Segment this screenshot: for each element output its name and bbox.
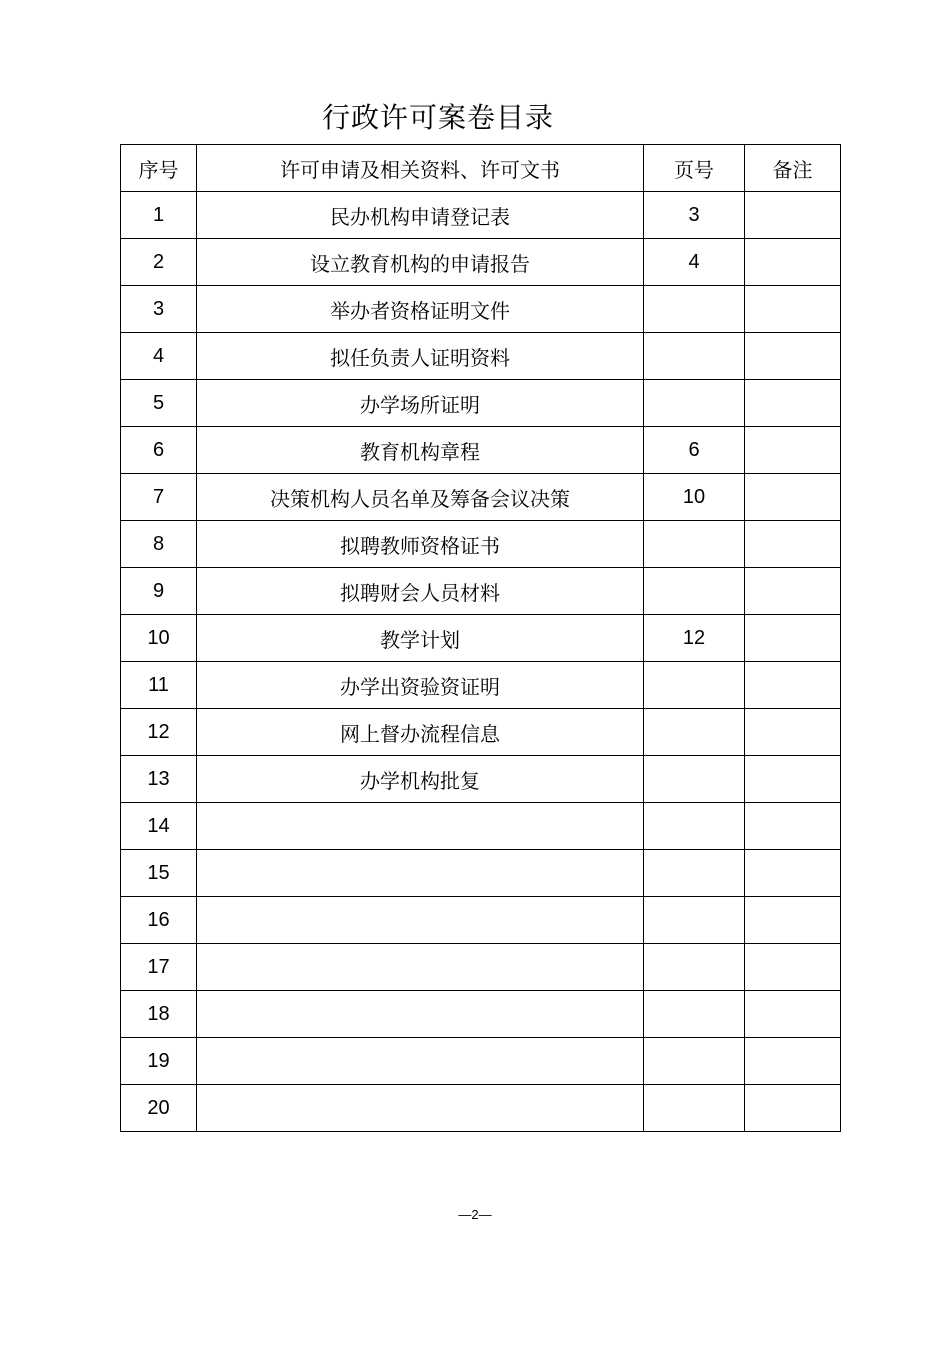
cell-item: 决策机构人员名单及筹备会议决策 <box>197 474 644 521</box>
cell-item: 网上督办流程信息 <box>197 709 644 756</box>
cell-page-number: 12 <box>644 615 745 662</box>
table-row <box>121 991 841 1038</box>
cell-page-number <box>644 1085 745 1132</box>
table-row <box>121 427 841 474</box>
cell-item: 教学计划 <box>197 615 644 662</box>
header-item: 许可申请及相关资料、许可文书 <box>197 145 644 192</box>
table-row <box>121 709 841 756</box>
table-row <box>121 192 841 239</box>
cell-remark <box>745 286 841 333</box>
table-row <box>121 474 841 521</box>
table-row <box>121 333 841 380</box>
cell-remark <box>745 850 841 897</box>
cell-serial-number: 1 <box>121 192 197 239</box>
cell-remark <box>745 709 841 756</box>
cell-remark <box>745 1085 841 1132</box>
cell-serial-number: 4 <box>121 333 197 380</box>
cell-item <box>197 1085 644 1132</box>
table-row <box>121 521 841 568</box>
page-title: 行政许可案卷目录 <box>321 101 554 134</box>
cell-item: 拟聘财会人员材料 <box>197 568 644 615</box>
cell-remark <box>745 897 841 944</box>
cell-page-number <box>644 709 745 756</box>
table-row <box>121 850 841 897</box>
cell-serial-number: 6 <box>121 427 197 474</box>
cell-page-number <box>644 286 745 333</box>
cell-item: 设立教育机构的申请报告 <box>197 239 644 286</box>
table-row <box>121 662 841 709</box>
cell-item: 教育机构章程 <box>197 427 644 474</box>
header-remark: 备注 <box>745 145 841 192</box>
cell-remark <box>745 615 841 662</box>
cell-item: 民办机构申请登记表 <box>197 192 644 239</box>
table-row <box>121 615 841 662</box>
cell-page-number <box>644 662 745 709</box>
cell-item <box>197 803 644 850</box>
cell-page-number <box>644 850 745 897</box>
cell-remark <box>745 427 841 474</box>
cell-serial-number: 20 <box>121 1085 197 1132</box>
table-row <box>121 239 841 286</box>
cell-page-number <box>644 333 745 380</box>
table-row <box>121 1038 841 1085</box>
table-row <box>121 897 841 944</box>
cell-item <box>197 850 644 897</box>
cell-item <box>197 944 644 991</box>
table-row <box>121 756 841 803</box>
cell-remark <box>745 944 841 991</box>
cell-page-number: 4 <box>644 239 745 286</box>
cell-page-number <box>644 521 745 568</box>
cell-remark <box>745 380 841 427</box>
cell-remark <box>745 803 841 850</box>
cell-serial-number: 16 <box>121 897 197 944</box>
cell-remark <box>745 521 841 568</box>
cell-serial-number: 18 <box>121 991 197 1038</box>
cell-page-number: 10 <box>644 474 745 521</box>
table-row <box>121 286 841 333</box>
cell-remark <box>745 568 841 615</box>
cell-item <box>197 991 644 1038</box>
cell-page-number <box>644 756 745 803</box>
cell-serial-number: 12 <box>121 709 197 756</box>
cell-remark <box>745 991 841 1038</box>
catalog-body <box>121 192 841 1132</box>
table-header-row <box>121 145 841 192</box>
cell-remark <box>745 1038 841 1085</box>
cell-remark <box>745 474 841 521</box>
cell-item: 办学场所证明 <box>197 380 644 427</box>
cell-remark <box>745 662 841 709</box>
cell-serial-number: 9 <box>121 568 197 615</box>
cell-item: 拟聘教师资格证书 <box>197 521 644 568</box>
cell-page-number <box>644 380 745 427</box>
cell-remark <box>745 239 841 286</box>
cell-serial-number: 3 <box>121 286 197 333</box>
cell-page-number: 6 <box>644 427 745 474</box>
cell-serial-number: 5 <box>121 380 197 427</box>
cell-serial-number: 7 <box>121 474 197 521</box>
cell-remark <box>745 192 841 239</box>
cell-page-number <box>644 897 745 944</box>
table-row <box>121 944 841 991</box>
cell-remark <box>745 756 841 803</box>
cell-page-number: 3 <box>644 192 745 239</box>
table-row <box>121 803 841 850</box>
cell-serial-number: 19 <box>121 1038 197 1085</box>
cell-serial-number: 2 <box>121 239 197 286</box>
table-row <box>121 1085 841 1132</box>
cell-serial-number: 14 <box>121 803 197 850</box>
cell-page-number <box>644 568 745 615</box>
table-row <box>121 380 841 427</box>
cell-serial-number: 11 <box>121 662 197 709</box>
cell-item: 举办者资格证明文件 <box>197 286 644 333</box>
cell-page-number <box>644 803 745 850</box>
catalog-table <box>120 144 841 1132</box>
page-number-footer: —2— <box>458 1207 492 1222</box>
cell-remark <box>745 333 841 380</box>
header-serial-number: 序号 <box>121 145 197 192</box>
header-page-number: 页号 <box>644 145 745 192</box>
cell-page-number <box>644 1038 745 1085</box>
cell-serial-number: 8 <box>121 521 197 568</box>
cell-serial-number: 13 <box>121 756 197 803</box>
cell-item: 办学机构批复 <box>197 756 644 803</box>
table-row <box>121 568 841 615</box>
cell-page-number <box>644 991 745 1038</box>
cell-page-number <box>644 944 745 991</box>
cell-item <box>197 1038 644 1085</box>
cell-item: 办学出资验资证明 <box>197 662 644 709</box>
cell-item <box>197 897 644 944</box>
cell-item: 拟任负责人证明资料 <box>197 333 644 380</box>
cell-serial-number: 10 <box>121 615 197 662</box>
cell-serial-number: 17 <box>121 944 197 991</box>
cell-serial-number: 15 <box>121 850 197 897</box>
